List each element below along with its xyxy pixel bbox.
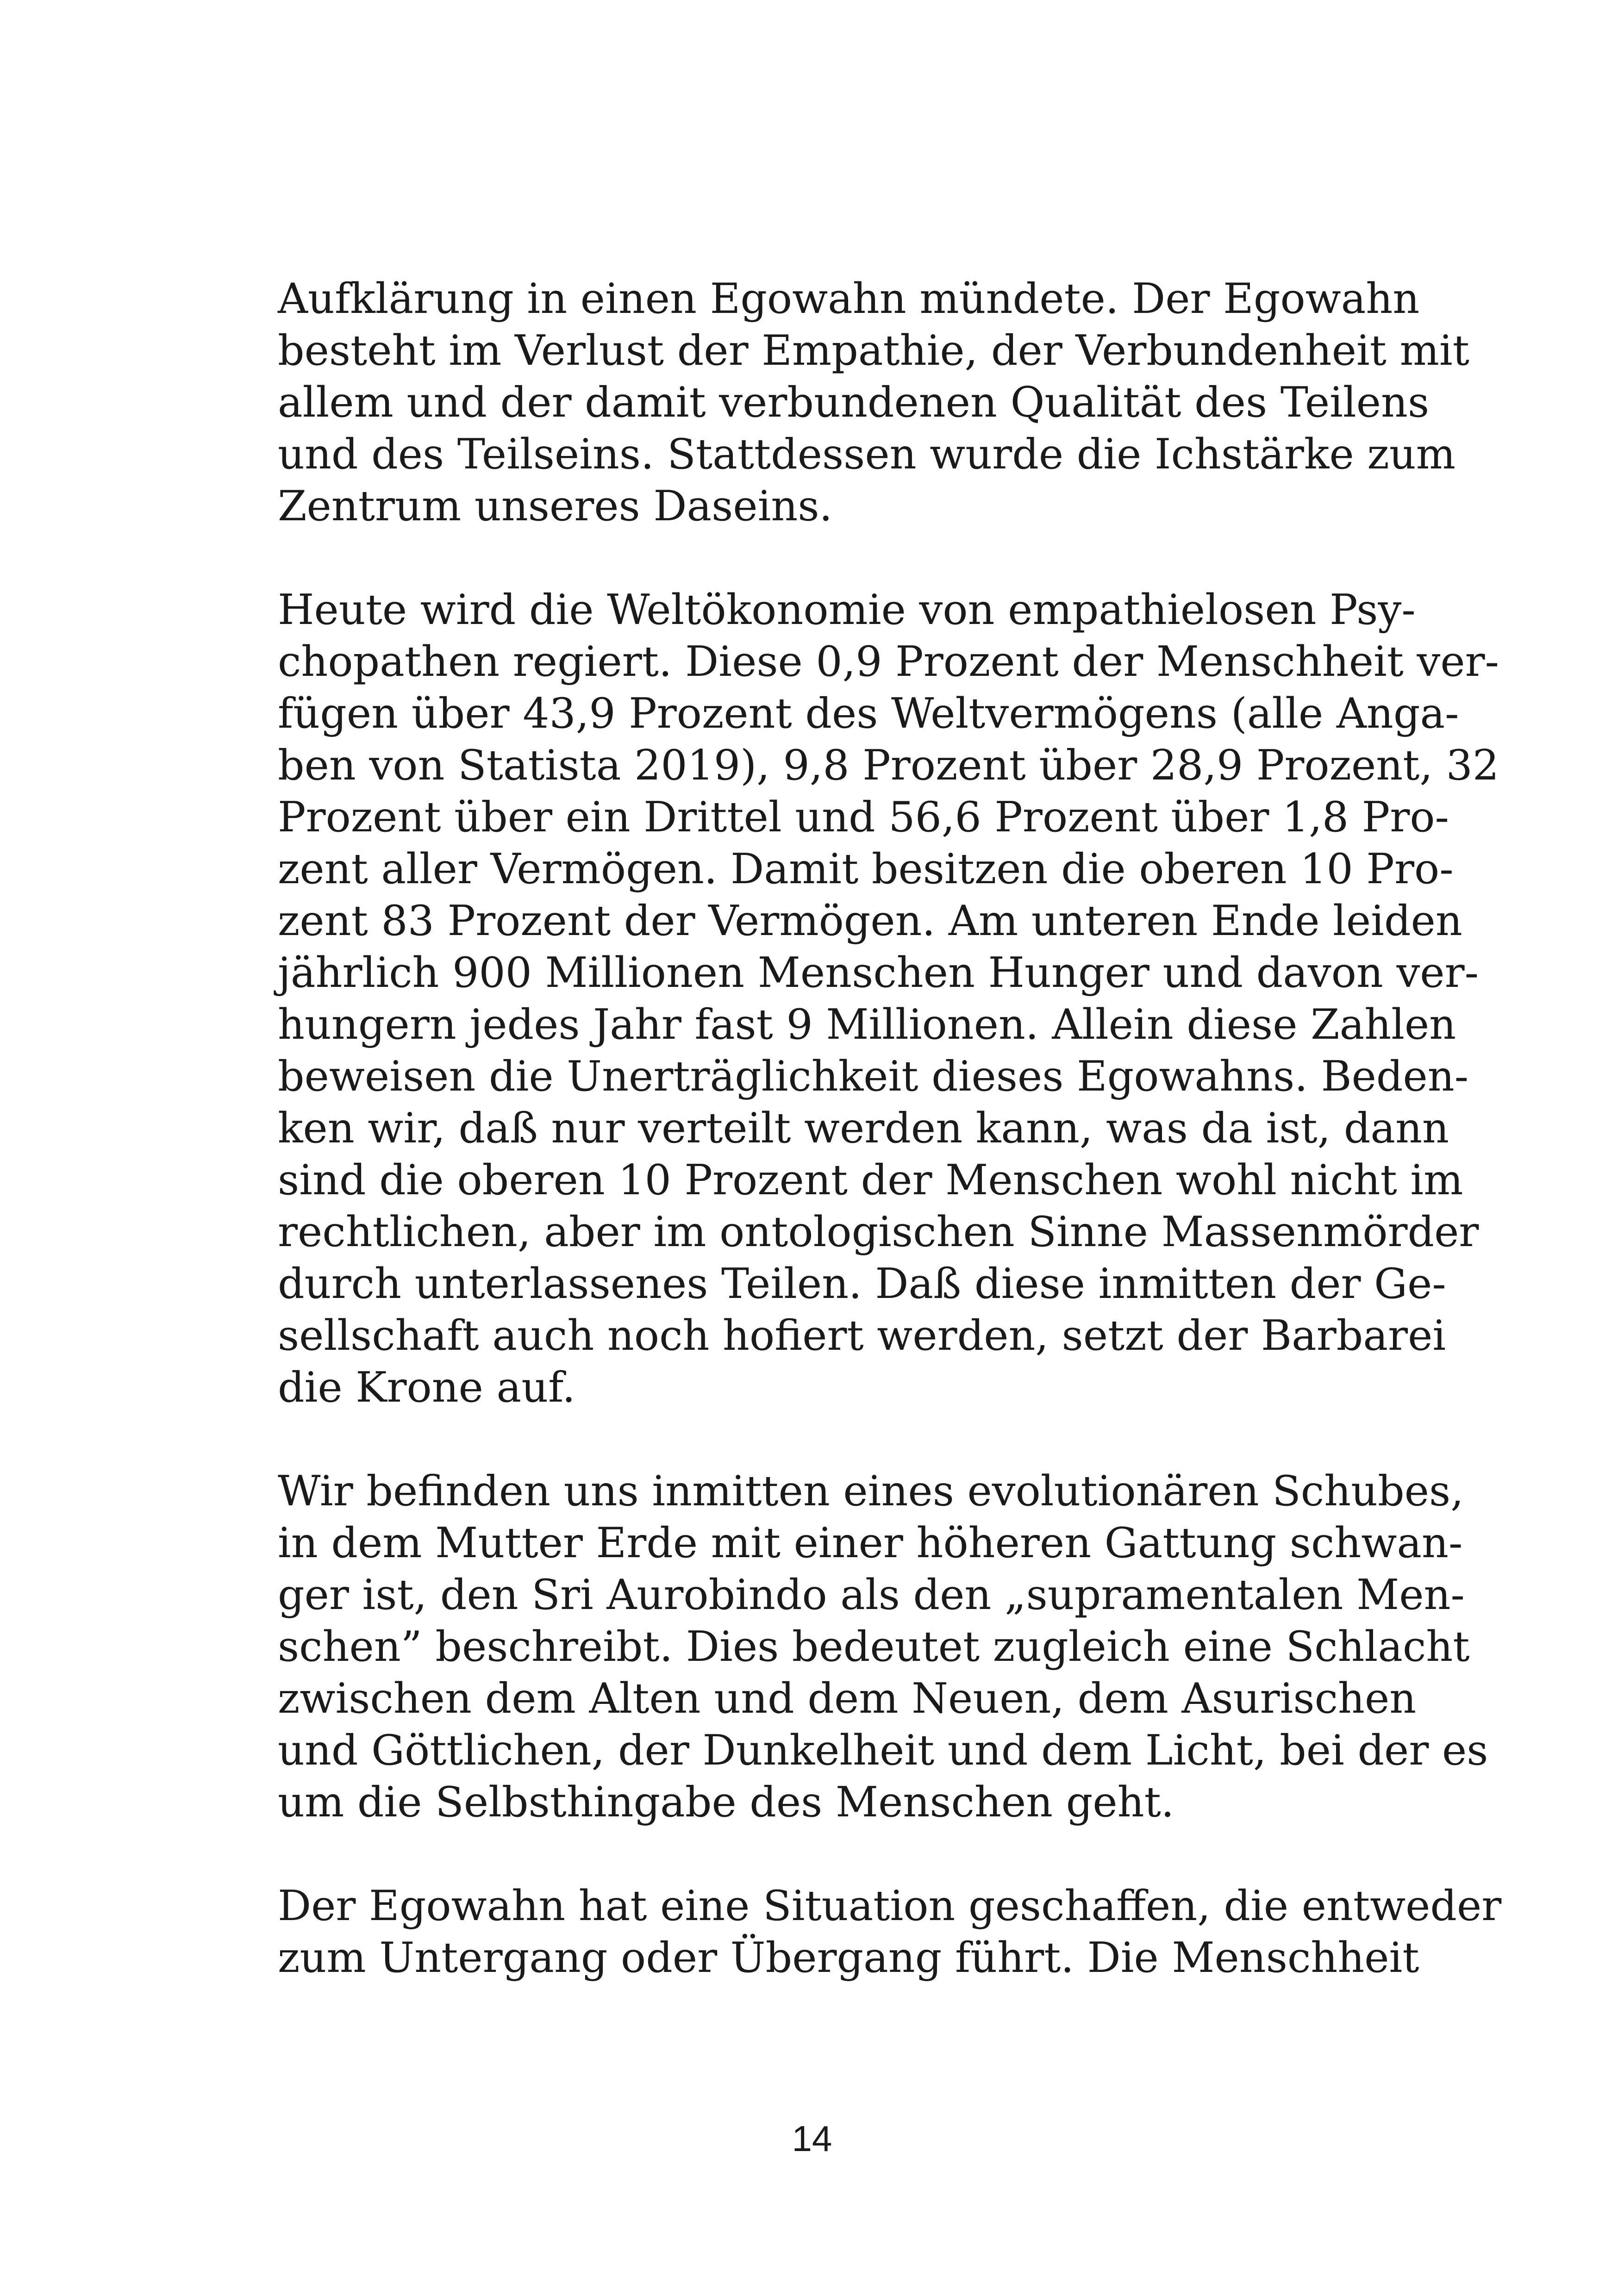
text-line: fügen über 43,9 Prozent des Weltvermögens (alle Anga- [278,689,1459,738]
text-line: ger ist, den Sri Aurobindo als den „supramentalen Men- [278,1571,1465,1619]
text-line: zent 83 Prozent der Vermögen. Am unteren Ende leiden [278,897,1462,945]
text-line: sind die oberen 10 Prozent der Menschen wohl nicht im [278,1156,1463,1204]
text-line: Heute wird die Weltökonomie von empathielosen Psy- [278,586,1416,634]
text-line: ken wir, daß nur verteilt werden kann, was da ist, dann [278,1104,1449,1153]
text-line: Prozent über ein Drittel und 56,6 Prozent über 1,8 Pro- [278,793,1449,842]
text-line: besteht im Verlust der Empathie, der Verbundenheit mit [278,326,1469,375]
text-line: Der Egowahn hat eine Situation geschaffen, die entweder [278,1882,1502,1930]
text-line: allem und der damit verbundenen Qualität des Teilens [278,378,1430,427]
paragraph-1 [278,273,1469,532]
text-line: und des Teilseins. Stattdessen wurde die Ichstärke zum [278,430,1456,479]
text-line: zwischen dem Alten und dem Neuen, dem Asurischen [278,1674,1417,1723]
text-line: in dem Mutter Erde mit einer höheren Gattung schwan- [278,1519,1463,1567]
text-line: Wir befinden uns inmitten eines evolutionären Schubes, [278,1467,1464,1515]
text-line: die Krone auf. [278,1363,575,1412]
paragraph-3 [278,1466,1488,1828]
text-line: und Göttlichen, der Dunkelheit und dem Licht, bei der es [278,1726,1488,1775]
text-line: zent aller Vermögen. Damit besitzen die oberen 10 Pro- [278,845,1454,893]
body-text [278,273,1502,2036]
paragraph-2 [278,584,1499,1414]
text-line: um die Selbsthingabe des Menschen geht. [278,1778,1174,1827]
text-line: Zentrum unseres Daseins. [278,482,833,530]
text-line: chopathen regiert. Diese 0,9 Prozent der Menschheit ver- [278,637,1499,686]
text-line: sellschaft auch noch hofiert werden, setzt der Barbarei [278,1311,1446,1360]
text-line: durch unterlassenes Teilen. Daß diese inmitten der Ge- [278,1260,1446,1308]
text-line: beweisen die Unerträglichkeit dieses Egowahns. Beden- [278,1052,1469,1101]
text-line: hungern jedes Jahr fast 9 Millionen. Allein diese Zahlen [278,1000,1456,1049]
text-line: jährlich 900 Millionen Menschen Hunger und davon ver- [278,948,1479,997]
paragraph-4 [278,1880,1502,1984]
text-line: ben von Statista 2019), 9,8 Prozent über 28,9 Prozent, 32 [278,741,1499,790]
text-line: schen” beschreibt. Dies bedeutet zugleich eine Schlacht [278,1622,1470,1671]
text-line: rechtlichen, aber im ontologischen Sinne Massenmörder [278,1208,1479,1256]
text-line: zum Untergang oder Übergang führt. Die Menschheit [278,1933,1419,1982]
text-line: Aufklärung in einen Egowahn mündete. Der Egowahn [278,274,1420,323]
page-number: 14 [792,2118,832,2159]
